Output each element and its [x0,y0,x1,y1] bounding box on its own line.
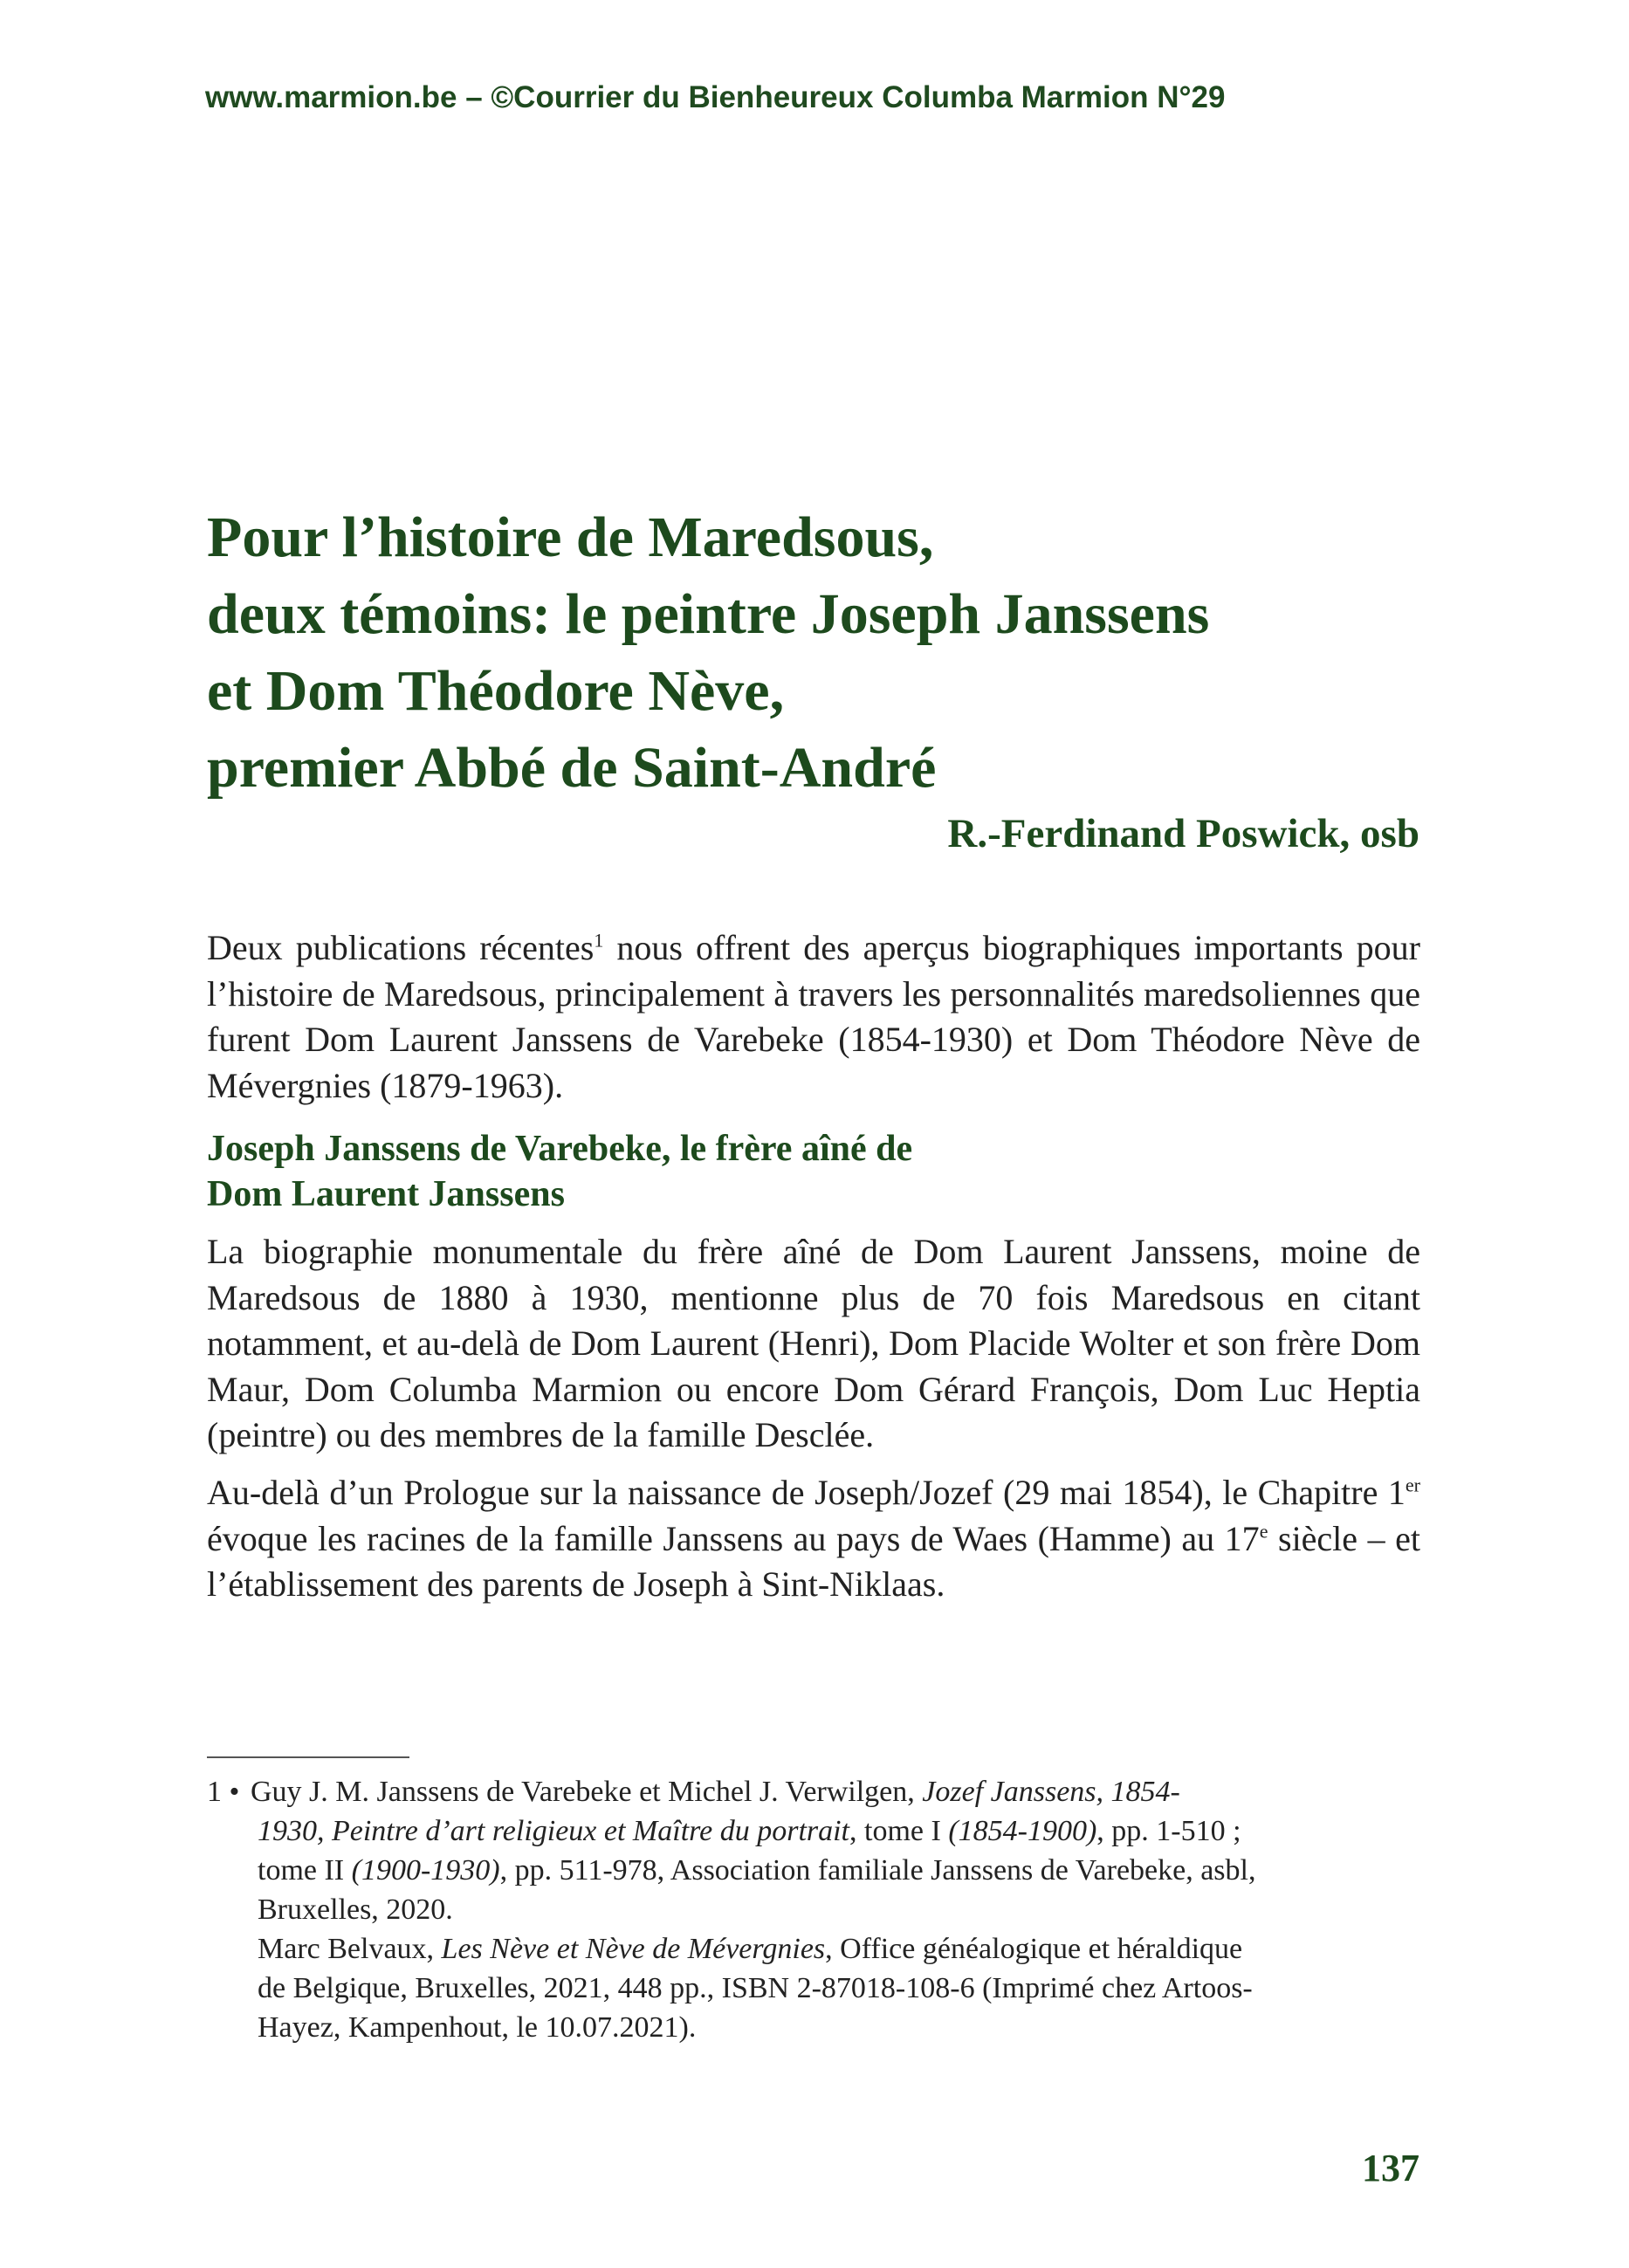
footnote-text: , tome I [849,1815,949,1847]
footnote-italic: Les Nève et Nève de Mévergnies [441,1933,826,1965]
footnote-italic: Jozef Janssens, 1854- [922,1776,1180,1808]
footnote-text: Guy J. M. Janssens de Varebeke et Michel J. Verwilgen, [251,1776,923,1808]
paragraph-text: évoque les racines de la famille Janssens au pays de Waes (Hamme) au 17 [207,1518,1260,1558]
footnote-line: Hayez, Kampenhout, le 10.07.2021). [258,2011,697,2044]
footnote-line [251,1772,1425,1811]
footnote-label: 1 • [207,1776,240,1808]
section-heading-line: Joseph Janssens de Varebeke, le frère aîné de [207,1129,913,1169]
article-author: R.-Ferdinand Poswick, osb [947,811,1419,856]
footnote-separator [207,1756,409,1758]
footnote-italic: 1930, Peintre d’art religieux et Maître du portrait [258,1815,850,1847]
footnote-text: , pp. 511-978, Association familiale Janssens de Varebeke, asbl, [499,1854,1256,1887]
title-line: Pour l’histoire de Maredsous, [207,505,934,569]
title-line: et Dom Théodore Nève, [207,659,785,723]
footnote-text: tome II [258,1854,352,1887]
footnote-italic: (1854-1900) [948,1815,1097,1847]
intro-text-start: Deux publications récentes [207,928,595,967]
section-heading [207,1126,1420,1217]
footnote-text: , pp. 1-510 ; [1096,1815,1241,1847]
superscript: e [1259,1520,1268,1543]
footnote-line [258,1851,1425,1890]
footnote-italic: (1900-1930) [351,1854,500,1887]
footnote-line [258,1929,1425,1969]
title-line: deux témoins: le peintre Joseph Janssens [207,582,1210,646]
page-number: 137 [1362,2147,1419,2189]
section-heading-line: Dom Laurent Janssens [207,1174,565,1214]
title-line: premier Abbé de Saint-André [207,736,937,800]
footnote-text: , Office généalogique et héraldique [825,1933,1243,1965]
footnote-line: Bruxelles, 2020. [258,1893,453,1926]
intro-paragraph [207,925,1420,1109]
footnote-line: de Belgique, Bruxelles, 2021, 448 pp., ISBN 2-87018-108-6 (Imprimé chez Artoos- [258,1972,1253,2004]
footnote-body [251,1772,1425,2047]
body-paragraph: La biographie monumentale du frère aîné de Dom Laurent Janssens, moine de Maredsous de 1880 à 1930, mentionne plus de 70 fois Maredsous en citant notamment, et au-delà de Dom Laurent (Henri), Dom Placide Wolter et son frère Dom Maur, Dom Columba Marmion ou encore Dom Gérard François, Dom Luc Heptia (peintre) ou des membres de la famille Desclée. [207,1232,1420,1454]
paragraph-text: siècle – et l’établissement des parents de Joseph à Sint-Niklaas. [207,1518,1421,1604]
paragraph-text: Au-delà d’un Prologue sur la naissance de Joseph/Jozef (29 mai 1854), le Chapitre 1 [207,1473,1406,1512]
footnote-line [258,1811,1425,1851]
footnote-reference: 1 [594,929,604,952]
running-header: www.marmion.be – ©Courrier du Bienheureux Columba Marmion N°29 [205,80,1226,114]
intro-text-end: nous offrent des aperçus biographiques importants pour l’histoire de Maredsous, principalement à travers les personnalités maredsoliennes que furent Dom Laurent Janssens de Varebeke (1854-1930) et Dom Théodore Nève de Mévergnies (1879-1963). [207,928,1420,1105]
footnote-text: Marc Belvaux, [258,1933,442,1965]
body-paragraph [207,1470,1420,1608]
superscript: er [1405,1474,1420,1496]
article-title [207,499,1429,807]
footnote [207,1772,1425,2047]
